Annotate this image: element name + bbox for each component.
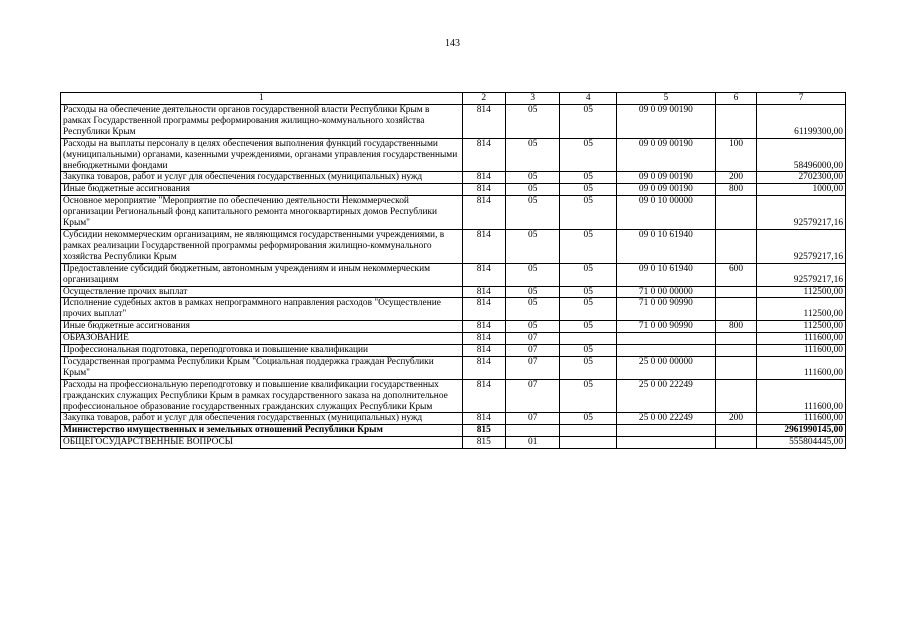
row-description: Министерство имущественных и земельных отношений Республики Крым	[61, 425, 463, 437]
row-subsection: 05	[560, 172, 617, 184]
row-subsection: 05	[560, 286, 617, 298]
row-description: ОБРАЗОВАНИЕ	[61, 333, 463, 345]
row-expense-type	[715, 425, 756, 437]
row-target-article	[616, 333, 715, 345]
row-ministry-code: 814	[462, 345, 505, 357]
table-row	[61, 437, 846, 449]
table-row	[61, 105, 846, 139]
row-amount: 111600,00	[757, 379, 846, 413]
row-target-article: 09 0 09 00190	[616, 172, 715, 184]
row-subsection: 05	[560, 413, 617, 425]
row-description: Иные бюджетные ассигнования	[61, 321, 463, 333]
col-header-4: 4	[560, 93, 617, 105]
row-ministry-code: 814	[462, 105, 505, 139]
row-subsection	[560, 437, 617, 449]
row-section: 05	[505, 138, 559, 172]
row-description: Иные бюджетные ассигнования	[61, 184, 463, 196]
row-ministry-code: 814	[462, 321, 505, 333]
row-subsection: 05	[560, 321, 617, 333]
budget-table	[60, 92, 846, 449]
row-target-article: 71 0 00 90990	[616, 298, 715, 321]
row-section: 01	[505, 437, 559, 449]
row-target-article: 09 0 10 00000	[616, 196, 715, 230]
row-amount: 58496000,00	[757, 138, 846, 172]
row-target-article	[616, 425, 715, 437]
row-target-article: 09 0 10 61940	[616, 263, 715, 286]
row-section: 05	[505, 105, 559, 139]
col-header-2: 2	[462, 93, 505, 105]
row-amount: 112500,00	[757, 298, 846, 321]
row-description: Основное мероприятие "Мероприятие по обеспечению деятельности Некоммерческой организации Региональный фонд капитального ремонта многоквартирных домов Республики Крым"	[61, 196, 463, 230]
row-amount: 2961990145,00	[757, 425, 846, 437]
row-ministry-code: 814	[462, 356, 505, 379]
table-header-row	[61, 93, 846, 105]
row-description: Осуществление прочих выплат	[61, 286, 463, 298]
table-row	[61, 379, 846, 413]
row-description: Профессиональная подготовка, переподготовка и повышение квалификации	[61, 345, 463, 357]
row-ministry-code: 814	[462, 229, 505, 263]
row-section: 05	[505, 298, 559, 321]
table-row	[61, 298, 846, 321]
row-section: 07	[505, 345, 559, 357]
row-expense-type	[715, 298, 756, 321]
table-row	[61, 425, 846, 437]
row-ministry-code: 814	[462, 286, 505, 298]
row-expense-type	[715, 333, 756, 345]
row-subsection: 05	[560, 105, 617, 139]
row-expense-type	[715, 196, 756, 230]
row-subsection: 05	[560, 356, 617, 379]
table-row	[61, 263, 846, 286]
table-row	[61, 356, 846, 379]
row-amount: 111600,00	[757, 333, 846, 345]
row-expense-type: 100	[715, 138, 756, 172]
row-expense-type	[715, 229, 756, 263]
row-amount: 111600,00	[757, 345, 846, 357]
row-section: 05	[505, 321, 559, 333]
row-amount: 92579217,16	[757, 263, 846, 286]
row-expense-type: 800	[715, 184, 756, 196]
row-ministry-code: 814	[462, 379, 505, 413]
row-subsection: 05	[560, 229, 617, 263]
row-expense-type: 200	[715, 172, 756, 184]
row-section: 07	[505, 413, 559, 425]
row-ministry-code: 814	[462, 172, 505, 184]
table-row	[61, 184, 846, 196]
row-section: 05	[505, 196, 559, 230]
row-target-article: 09 0 09 00190	[616, 105, 715, 139]
row-subsection	[560, 425, 617, 437]
row-target-article	[616, 345, 715, 357]
row-expense-type	[715, 345, 756, 357]
row-description: Расходы на обеспечение деятельности органов государственной власти Республики Крым в рамках Государственной программы реформирования жилищно-коммунального хозяйства Республики Крым	[61, 105, 463, 139]
row-ministry-code: 814	[462, 138, 505, 172]
row-section: 05	[505, 263, 559, 286]
row-amount: 1000,00	[757, 184, 846, 196]
row-expense-type	[715, 379, 756, 413]
table-row	[61, 321, 846, 333]
table-row	[61, 286, 846, 298]
row-description: Закупка товаров, работ и услуг для обеспечения государственных (муниципальных) нужд	[61, 413, 463, 425]
row-ministry-code: 814	[462, 298, 505, 321]
row-section: 05	[505, 172, 559, 184]
row-expense-type	[715, 286, 756, 298]
row-description: Расходы на выплаты персоналу в целях обеспечения выполнения функций государственными (муниципальными) органами, казенными учреждениями, органами управления государственными внебюджетными фондами	[61, 138, 463, 172]
row-expense-type: 200	[715, 413, 756, 425]
row-subsection: 05	[560, 196, 617, 230]
row-subsection: 05	[560, 298, 617, 321]
row-target-article: 09 0 09 00190	[616, 138, 715, 172]
row-ministry-code: 815	[462, 437, 505, 449]
row-amount: 112500,00	[757, 286, 846, 298]
row-target-article: 71 0 00 00000	[616, 286, 715, 298]
table-row	[61, 196, 846, 230]
row-target-article	[616, 437, 715, 449]
row-subsection: 05	[560, 138, 617, 172]
row-subsection: 05	[560, 379, 617, 413]
col-header-3: 3	[505, 93, 559, 105]
row-amount: 2702300,00	[757, 172, 846, 184]
table-row	[61, 333, 846, 345]
row-ministry-code: 814	[462, 263, 505, 286]
row-subsection: 05	[560, 184, 617, 196]
row-expense-type	[715, 105, 756, 139]
row-expense-type: 600	[715, 263, 756, 286]
col-header-7: 7	[757, 93, 846, 105]
row-description: Субсидии некоммерческим организациям, не являющимся государственными учреждениями, в рамках реализации Государственной программы реформирования жилищно-коммунального хозяйства Республики Крым	[61, 229, 463, 263]
row-ministry-code: 814	[462, 413, 505, 425]
row-amount: 111600,00	[757, 413, 846, 425]
row-description: Исполнение судебных актов в рамках непрограммного направления расходов "Осуществление прочих выплат"	[61, 298, 463, 321]
row-ministry-code: 815	[462, 425, 505, 437]
row-section: 05	[505, 229, 559, 263]
row-subsection: 05	[560, 345, 617, 357]
row-description: Закупка товаров, работ и услуг для обеспечения государственных (муниципальных) нужд	[61, 172, 463, 184]
row-amount: 92579217,16	[757, 229, 846, 263]
row-amount: 61199300,00	[757, 105, 846, 139]
col-header-1: 1	[61, 93, 463, 105]
table-row	[61, 172, 846, 184]
table-row	[61, 229, 846, 263]
row-section: 07	[505, 333, 559, 345]
row-expense-type	[715, 356, 756, 379]
col-header-5: 5	[616, 93, 715, 105]
row-amount: 112500,00	[757, 321, 846, 333]
row-description: Предоставление субсидий бюджетным, автономным учреждениям и иным некоммерческим организациям	[61, 263, 463, 286]
row-subsection: 05	[560, 263, 617, 286]
row-ministry-code: 814	[462, 184, 505, 196]
row-target-article: 09 0 10 61940	[616, 229, 715, 263]
row-target-article: 71 0 00 90990	[616, 321, 715, 333]
row-expense-type	[715, 437, 756, 449]
row-amount: 111600,00	[757, 356, 846, 379]
col-header-6: 6	[715, 93, 756, 105]
row-target-article: 09 0 09 00190	[616, 184, 715, 196]
row-amount: 92579217,16	[757, 196, 846, 230]
row-description: ОБЩЕГОСУДАРСТВЕННЫЕ ВОПРОСЫ	[61, 437, 463, 449]
row-description: Расходы на профессиональную переподготовку и повышение квалификации государственных гражданских служащих Республики Крым в рамках государственного заказа на дополнительное профессиональное образование государственных гражданских служащих Республики Крым	[61, 379, 463, 413]
row-target-article: 25 0 00 22249	[616, 413, 715, 425]
row-section: 05	[505, 184, 559, 196]
row-expense-type: 800	[715, 321, 756, 333]
row-subsection	[560, 333, 617, 345]
row-description: Государственная программа Республики Крым "Социальная поддержка граждан Республики Крым"	[61, 356, 463, 379]
row-section: 07	[505, 379, 559, 413]
table-row	[61, 345, 846, 357]
table-row	[61, 138, 846, 172]
row-ministry-code: 814	[462, 333, 505, 345]
row-target-article: 25 0 00 00000	[616, 356, 715, 379]
table-row	[61, 413, 846, 425]
page-number: 143	[445, 38, 460, 49]
row-section: 05	[505, 286, 559, 298]
row-section: 07	[505, 356, 559, 379]
row-section	[505, 425, 559, 437]
row-target-article: 25 0 00 22249	[616, 379, 715, 413]
row-ministry-code: 814	[462, 196, 505, 230]
row-amount: 555804445,00	[757, 437, 846, 449]
